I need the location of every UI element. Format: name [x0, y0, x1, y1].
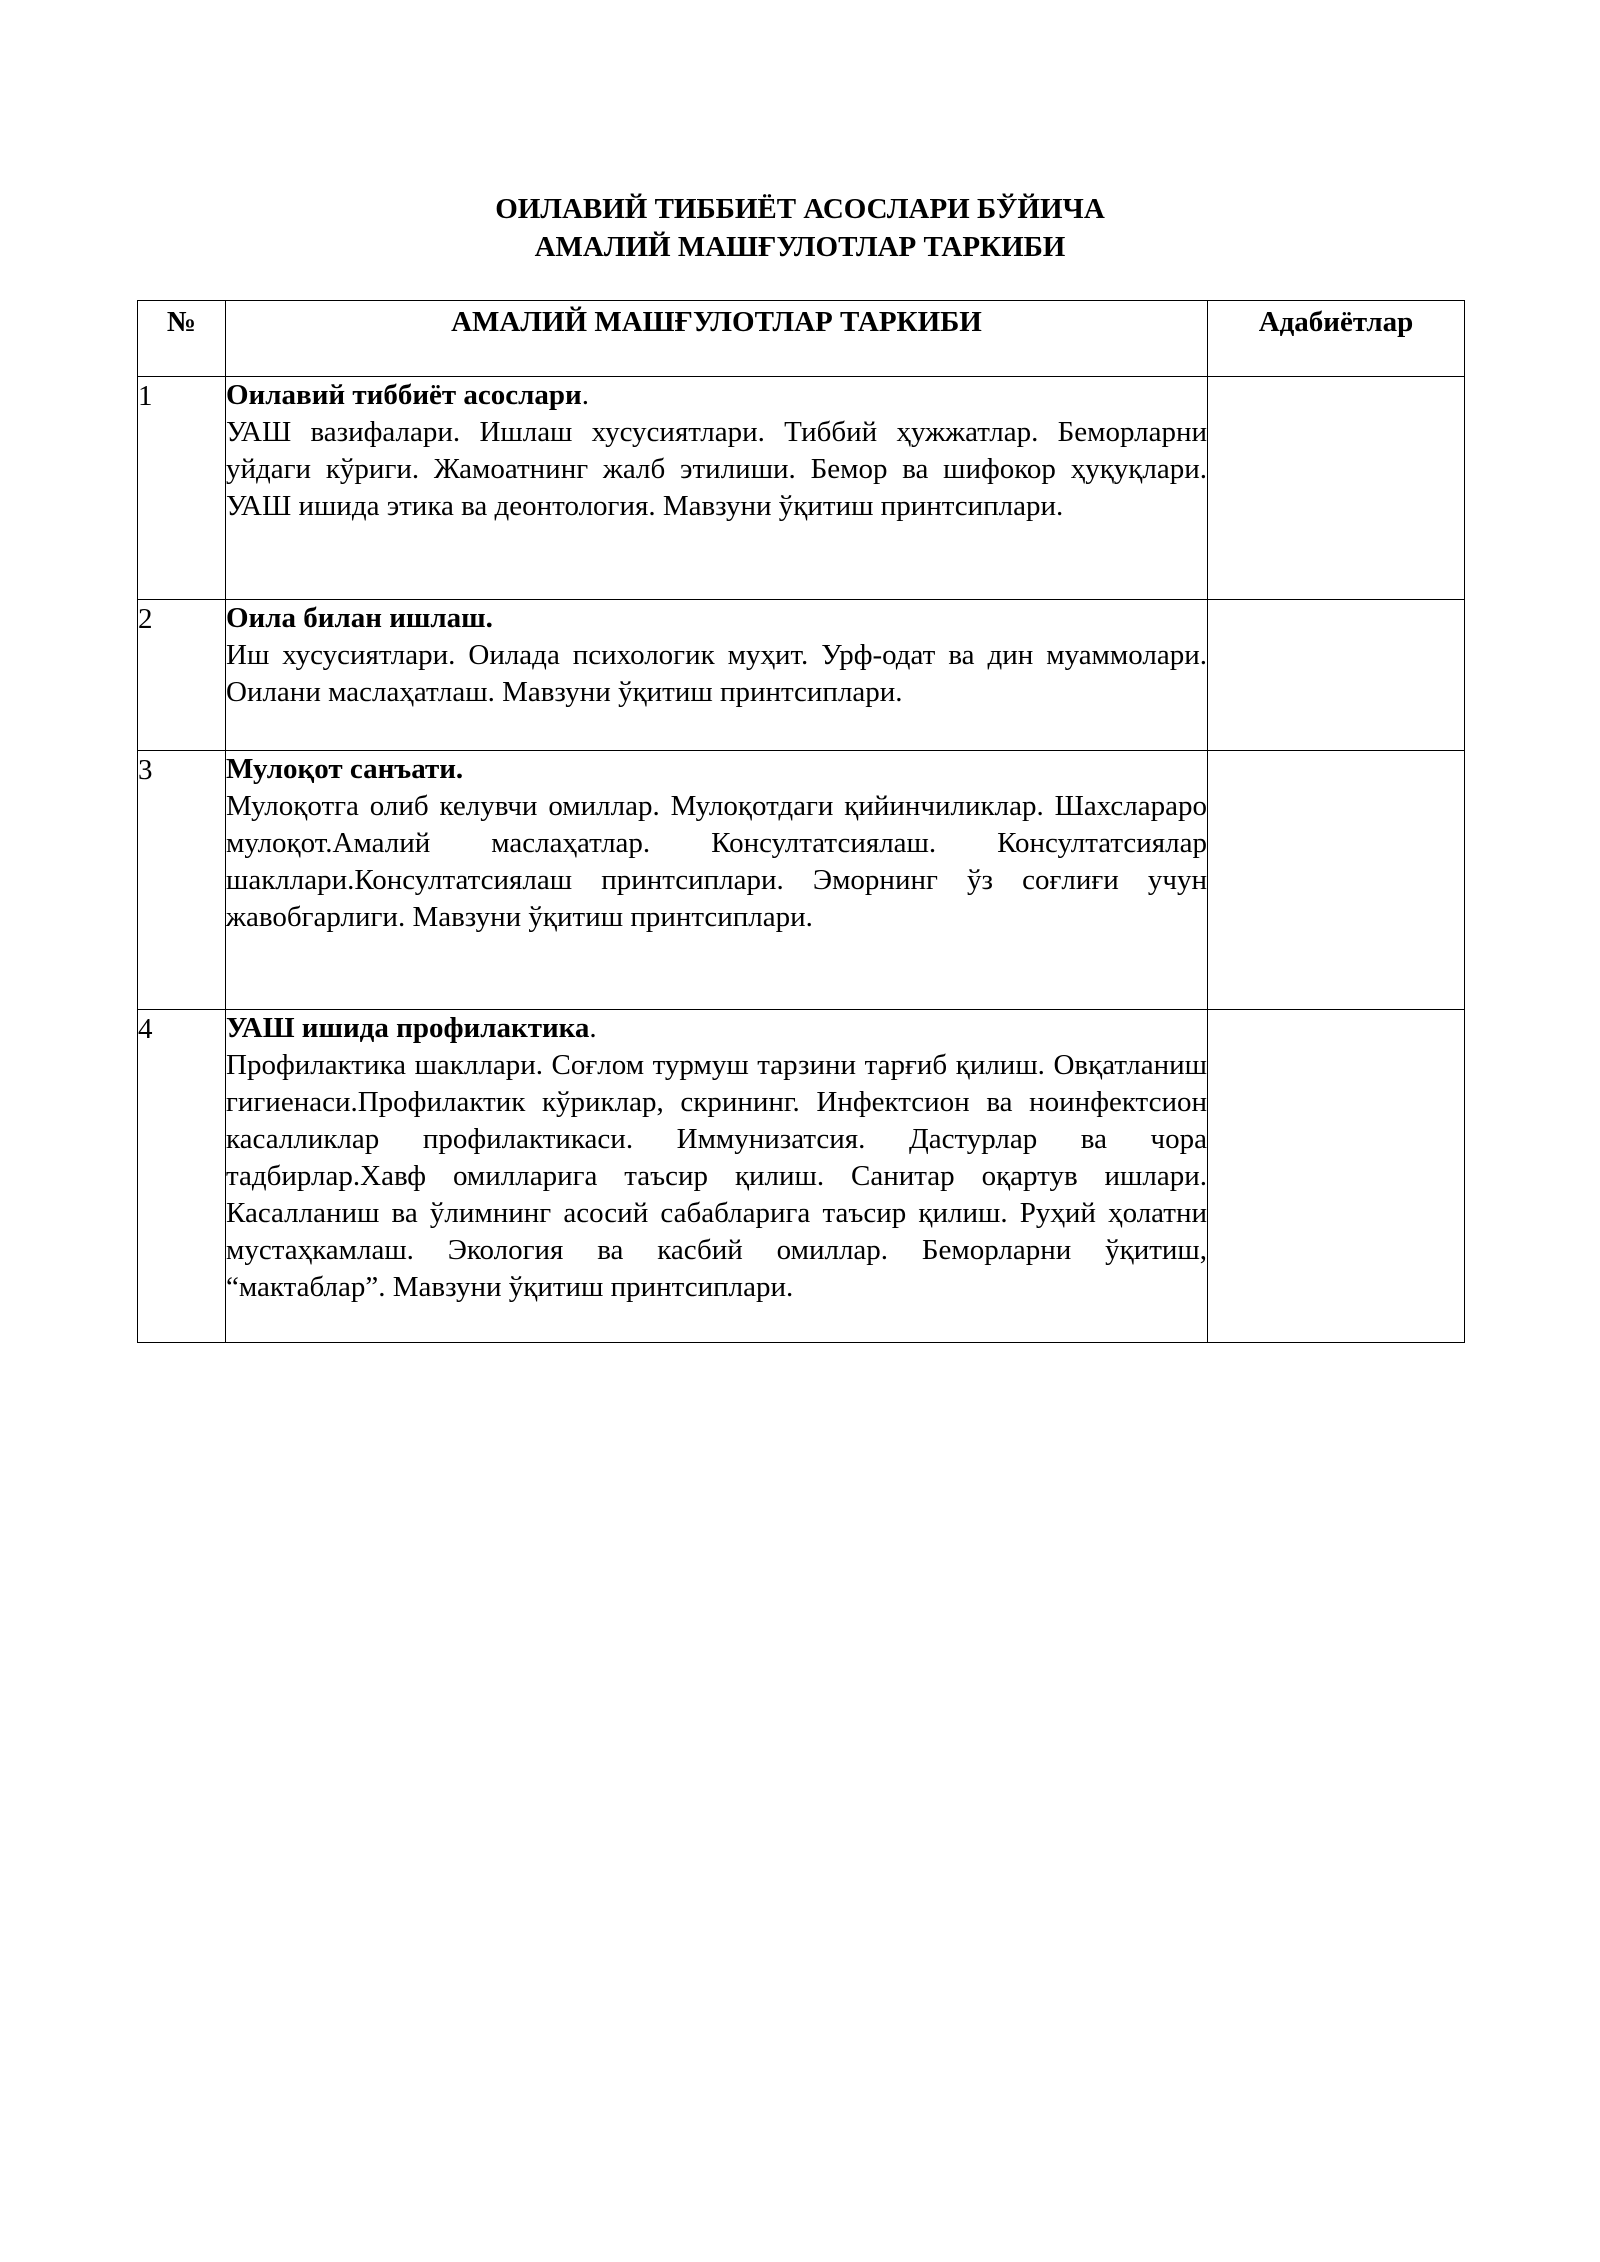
row-number: 3 [138, 751, 226, 1010]
header-number: № [138, 301, 226, 377]
topic-body: УАШ вазифалари. Ишлаш хусусиятлари. Тиббий ҳужжатлар. Беморларни уйдаги кўриги. Жамоатнинг жалб этилиши. Бемор ва шифокор ҳуқуқлари. УАШ ишида этика ва деонтология. Мавзуни ўқитиш принтсиплари. [226, 416, 1207, 522]
document-title-line-2: АМАЛИЙ МАШҒУЛОТЛАР ТАРКИБИ [534, 231, 1066, 263]
topic-title: УАШ ишида профилактика [226, 1012, 590, 1044]
header-literature: Адабиётлар [1208, 301, 1465, 377]
topic-body: Профилактика шакллари. Соғлом турмуш тарзини тарғиб қилиш. Овқатланиш гигиенаси.Профилактик кўриклар, скрининг. Инфектсион ва ноинфектсион касалликлар профилактикаси. Иммунизатсия. Дастурлар ва чора тадбирлар.Хавф омилларига таъсир қилиш. Санитар оқартув ишлари. Касалланиш ва ўлимнинг асосий сабабларига таъсир қилиш. Руҳий ҳолатни мустаҳкамлаш. Экология ва касбий омиллар. Беморларни ўқитиш, “мактаблар”. Мавзуни ўқитиш принтсиплари. [226, 1049, 1207, 1303]
document-title-line-1: ОИЛАВИЙ ТИББИЁТ АСОСЛАРИ БЎЙИЧА [495, 193, 1105, 225]
row-literature [1208, 1010, 1465, 1343]
row-number: 1 [138, 377, 226, 600]
table-row [138, 377, 1465, 600]
row-number: 2 [138, 600, 226, 751]
practical-classes-table [137, 300, 1465, 1343]
row-content [226, 600, 1208, 751]
topic-title: Оилавий тиббиёт асослари [226, 379, 582, 411]
topic-title: Оила билан ишлаш. [226, 602, 493, 634]
row-content [226, 377, 1208, 600]
row-number: 4 [138, 1010, 226, 1343]
table-row [138, 1010, 1465, 1343]
topic-title-suffix: . [589, 1012, 597, 1044]
row-literature [1208, 377, 1465, 600]
header-content: АМАЛИЙ МАШҒУЛОТЛАР ТАРКИБИ [226, 301, 1208, 377]
topic-body: Мулоқотга олиб келувчи омиллар. Мулоқотдаги қийинчиликлар. Шахслараро мулоқот.Амалий маслаҳатлар. Консултатсиялаш. Консултатсиялар шакллари.Консултатсиялаш принтсиплари. Эморнинг ўз соғлиғи учун жавобгарлиги. Мавзуни ўқитиш принтсиплари. [226, 790, 1207, 933]
table-row [138, 751, 1465, 1010]
topic-title-suffix: . [581, 379, 589, 411]
row-literature [1208, 751, 1465, 1010]
row-literature [1208, 600, 1465, 751]
document-title [0, 190, 1600, 266]
table-row [138, 600, 1465, 751]
row-content [226, 751, 1208, 1010]
topic-body: Иш хусусиятлари. Оилада психологик муҳит. Урф-одат ва дин муаммолари. Оилани маслаҳатлаш. Мавзуни ўқитиш принтсиплари. [226, 639, 1207, 708]
topic-title: Мулоқот санъати. [226, 753, 464, 785]
table-header-row [138, 301, 1465, 377]
row-content [226, 1010, 1208, 1343]
